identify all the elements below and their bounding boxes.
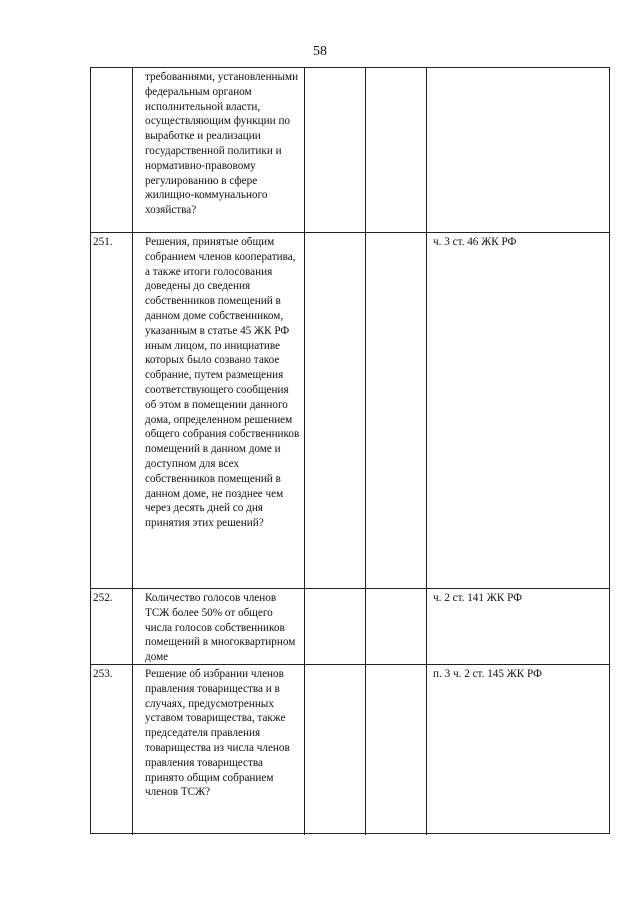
legal-reference-cell: ч. 3 ст. 46 ЖК РФ: [433, 236, 517, 248]
row-number-cell: 251.: [91, 233, 133, 588]
empty-cell: [305, 68, 366, 232]
empty-cell: [366, 665, 427, 835]
empty-cell: [305, 665, 366, 835]
empty-cell: [366, 68, 427, 232]
question-cell: Решения, принятые общим собранием членов кооператива, а также итоги голосования доведены до сведения собственников помещений в данном доме собственником, указанным в статье 45 ЖК РФ иным лицом, по инициативе которых было созвано такое собрание, путем размещения соответствующего сообщения об этом в помещении данного дома, определенном решением общего собрания собственников помещений в данном доме и доступном для всех собственников помещений в данном доме, не позднее чем через десять дней со дня принятия этих решений?: [133, 233, 305, 588]
question-cell: Решение об избрании членов правления товарищества и в случаях, предусмотренных уставом товарищества, также председателя правления товарищества из числа членов правления товарищества принято общим собранием членов ТСЖ?: [133, 665, 305, 835]
legal-reference-cell: ч. 2 ст. 141 ЖК РФ: [433, 592, 522, 604]
table-row: [91, 589, 609, 665]
row-number-cell: [91, 68, 133, 232]
page-number: 58: [313, 44, 327, 59]
question-cell: Количество голосов членов ТСЖ более 50% от общего числа голосов собственников помещений в многоквартирном доме: [133, 589, 305, 664]
table-row: [91, 233, 609, 589]
table-row: [91, 68, 609, 233]
table-row: [91, 665, 609, 835]
empty-cell: [366, 233, 427, 588]
empty-cell: [305, 589, 366, 664]
empty-cell: [366, 589, 427, 664]
row-number-cell: 253.: [91, 665, 133, 835]
empty-cell: [305, 233, 366, 588]
row-number-cell: 252.: [91, 589, 133, 664]
checklist-table: [90, 67, 610, 834]
legal-reference-cell: п. 3 ч. 2 ст. 145 ЖК РФ: [433, 668, 542, 680]
question-cell: требованиями, установленными федеральным органом исполнительной власти, осуществляющим функции по выработке и реализации государственной политики и нормативно-правовому регулированию в сфере жилищно-коммунального хозяйства?: [133, 68, 305, 232]
legal-reference-cell: [427, 68, 611, 232]
